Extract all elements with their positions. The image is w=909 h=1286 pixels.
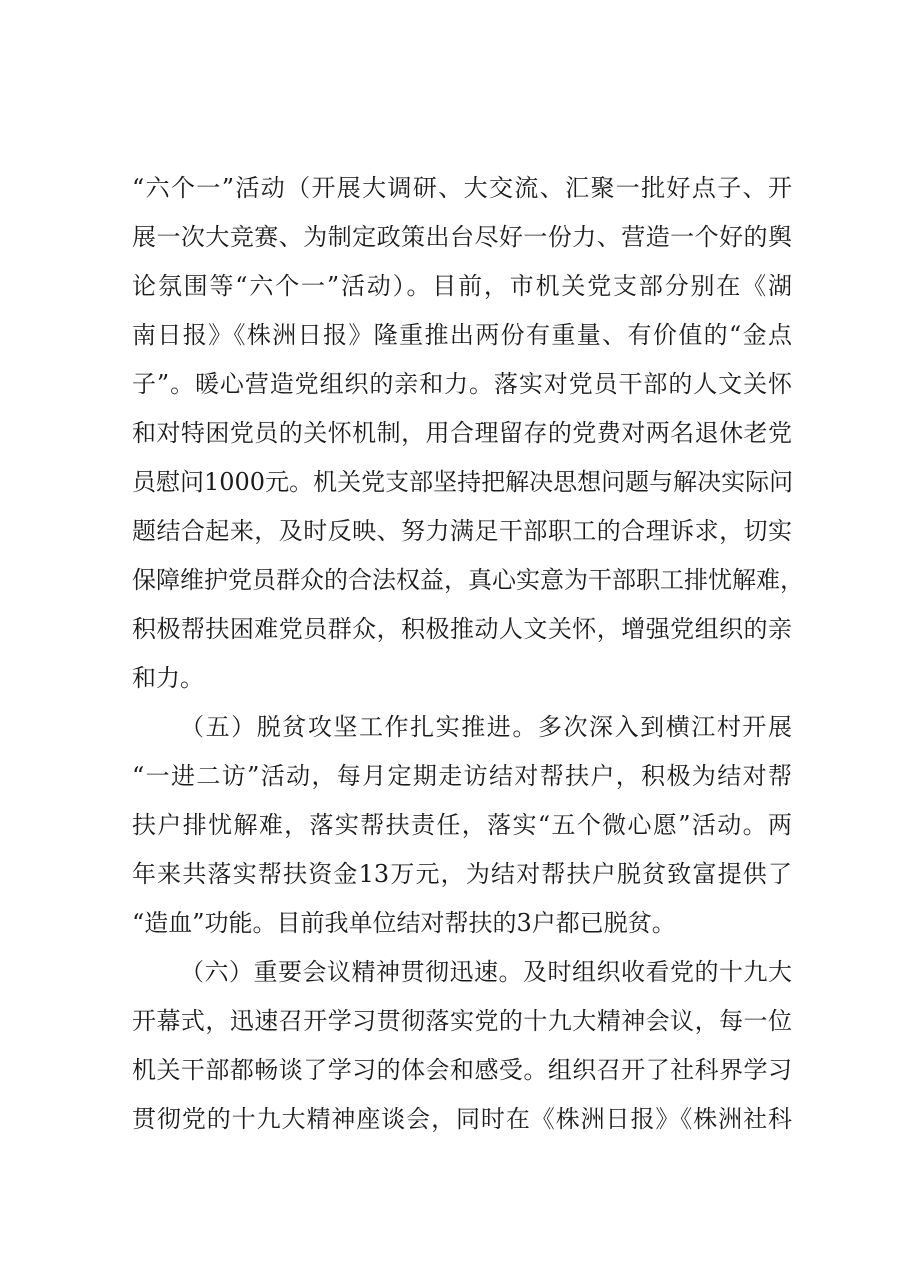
- text-line: 扶户排忧解难，落实帮扶责任，落实“五个微心愿”活动。两: [132, 811, 792, 839]
- text-line: 保障维护党员群众的合法权益，真心实意为干部职工排忧解难，: [132, 566, 804, 594]
- text-line: 题结合起来，及时反映、努力满足干部职工的合理诉求，切实: [132, 517, 792, 545]
- text-line: 贯彻党的十九大精神座谈会，同时在《株洲日报》《株洲社科: [132, 1105, 792, 1133]
- text-line: 和对特困党员的关怀机制，用合理留存的党费对两名退休老党: [132, 419, 792, 447]
- section-heading-line: （五）脱贫攻坚工作扎实推进。多次深入到横江村开展: [180, 713, 792, 741]
- text-line: 南日报》《株洲日报》隆重推出两份有重量、有价值的“金点: [132, 321, 792, 349]
- text-line: 机关干部都畅谈了学习的体会和感受。组织召开了社科界学习: [132, 1056, 792, 1084]
- text-line: 积极帮扶困难党员群众，积极推动人文关怀，增强党组织的亲: [132, 615, 792, 643]
- text-line: 和力。: [132, 664, 204, 692]
- text-line: “一进二访”活动，每月定期走访结对帮扶户，积极为结对帮: [132, 762, 792, 790]
- text-line: “六个一”活动（开展大调研、大交流、汇聚一批好点子、开: [132, 174, 792, 202]
- text-line: “造血”功能。目前我单位结对帮扶的3户都已脱贫。: [132, 909, 676, 937]
- text-line: 开幕式，迅速召开学习贯彻落实党的十九大精神会议，每一位: [132, 1007, 792, 1035]
- text-line: 年来共落实帮扶资金13万元，为结对帮扶户脱贫致富提供了: [132, 860, 792, 888]
- section-heading-line: （六）重要会议精神贯彻迅速。及时组织收看党的十九大: [180, 958, 792, 986]
- text-line: 论氛围等“六个一”活动）。目前，市机关党支部分别在《湖: [132, 272, 792, 300]
- text-line: 子”。暖心营造党组织的亲和力。落实对党员干部的人文关怀: [132, 370, 792, 398]
- text-line: 展一次大竞赛、为制定政策出台尽好一份力、营造一个好的舆: [132, 223, 792, 251]
- text-line: 员慰问1000元。机关党支部坚持把解决思想问题与解决实际问: [132, 468, 794, 496]
